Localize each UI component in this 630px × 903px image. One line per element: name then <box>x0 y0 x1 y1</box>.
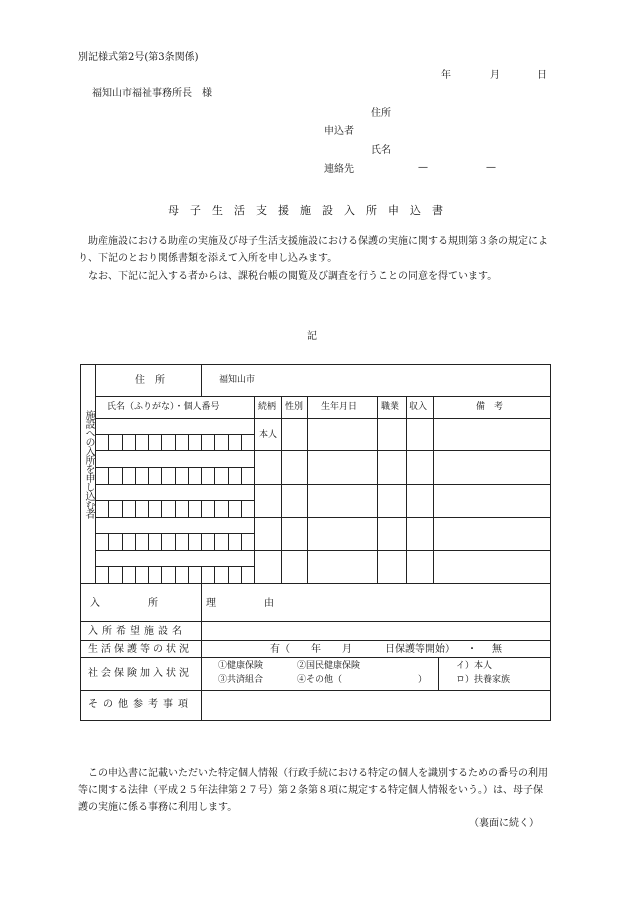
applicant-name-label: 氏名 <box>371 145 391 156</box>
addressee: 福知山市福祉事務所長 様 <box>92 88 212 99</box>
form-number: 別記様式第2号(第3条関係) <box>78 52 199 63</box>
insurance-close: ） <box>418 675 428 685</box>
contact-dash-1: — <box>418 162 428 173</box>
reason-label: 入 所 理 由 <box>90 598 293 609</box>
header-remarks: 備 考 <box>476 402 504 412</box>
date-year: 年 <box>441 70 451 81</box>
protection-month: 月 <box>342 644 352 655</box>
document-title: 母子生活支援施設入所申込書 <box>168 204 454 217</box>
ki-marker: 記 <box>307 331 317 342</box>
protection-day: 日保護等開始） <box>385 644 455 655</box>
insurance-opt3: ③共済組合 <box>218 675 264 685</box>
contact-dash-2: — <box>486 162 496 173</box>
insurance-opt1: ①健康保険 <box>218 661 264 671</box>
address-value: 福知山市 <box>219 375 256 385</box>
protection-year: 年 <box>311 644 321 655</box>
protection-dot: ・ <box>467 644 477 655</box>
protection-no: 無 <box>492 644 502 655</box>
header-relation: 続柄 <box>258 402 277 412</box>
other-label: その他参考事項 <box>88 699 193 710</box>
address-label: 住 所 <box>135 375 165 386</box>
facility-label: 入所希望施設名 <box>88 626 186 637</box>
self-label: 本人 <box>259 430 278 440</box>
header-sex: 性別 <box>285 402 304 412</box>
protection-label: 生活保護等の状況 <box>88 644 192 655</box>
date-day: 日 <box>537 70 547 81</box>
applicant-label: 申込者 <box>324 126 354 137</box>
intro-paragraph-1: 助産施設における助産の実施及び母子生活支援施設における保護の実施に関する規則第３条の規定により、下記のとおり関係書類を添えて入所を申し込みます。 <box>78 236 548 264</box>
insured-dependent: ロ）扶養家族 <box>456 675 511 685</box>
side-label: 施設への入所を申し込む者 <box>83 410 94 518</box>
footer-paragraph: この申込書に記載いただいた特定個人情報（行政手続における特定の個人を識別するための番号の利用等に関する法律（平成２５年法律第２７号）第２条第８項に規定する特定個人情報をいう。）は、母子保護の実施に係る事務に利用します。 <box>78 768 548 813</box>
insured-self: イ）本人 <box>456 661 493 671</box>
header-job: 職業 <box>381 402 400 412</box>
applicant-address-label: 住所 <box>371 108 391 119</box>
protection-yes: 有（ <box>270 644 290 655</box>
applicant-contact-label: 連絡先 <box>324 164 354 175</box>
date-month: 月 <box>490 70 500 81</box>
header-income: 収入 <box>409 402 428 412</box>
insurance-opt2: ②国民健康保険 <box>297 661 361 671</box>
insurance-opt4: ④その他（ <box>297 675 343 685</box>
header-name: 氏名（ふりがな）・個人番号 <box>107 402 220 412</box>
intro-paragraph-2: なお、下記に記入する者からは、課税台帳の閲覧及び調査を行うことの同意を得ています。 <box>88 271 498 282</box>
insurance-label: 社会保険加入状況 <box>88 668 192 679</box>
continued-note: （裏面に続く） <box>469 818 539 829</box>
header-birth: 生年月日 <box>321 402 358 412</box>
